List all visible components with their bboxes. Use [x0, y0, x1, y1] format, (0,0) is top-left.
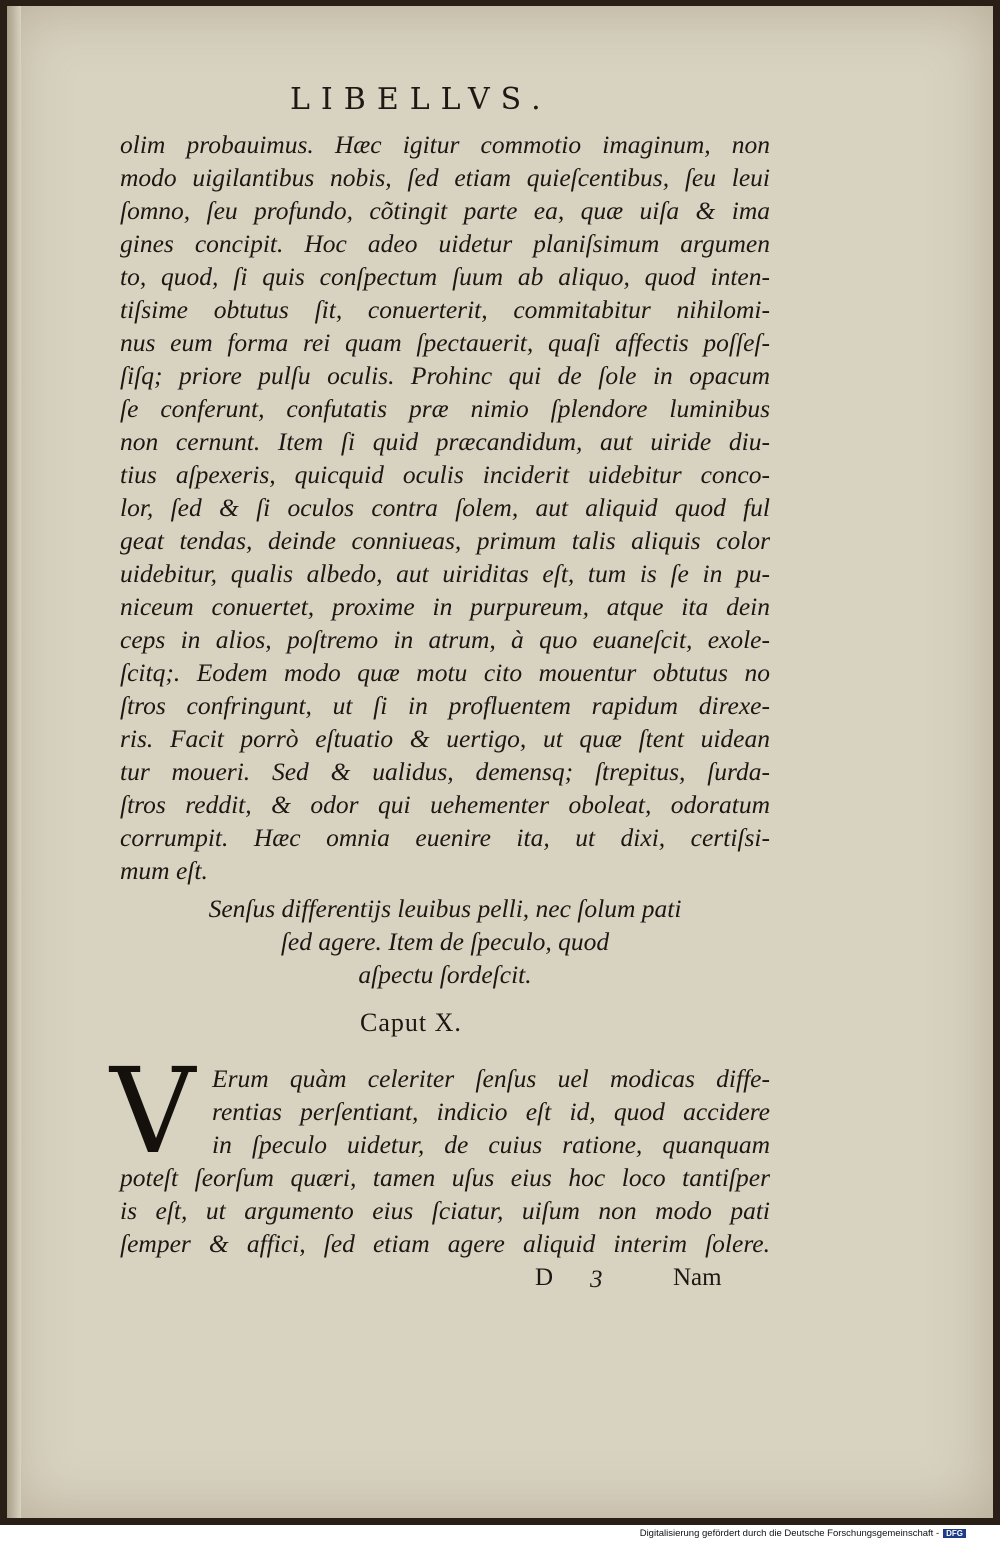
text-line: rentias perſentiant, indicio eſt id, quod accidere: [212, 1097, 770, 1126]
text-line: ſomno, ſeu profundo, cõtingit parte ea, quæ uiſa & ima: [120, 196, 770, 225]
paragraph: [120, 128, 770, 887]
text-line: ris. Facit porrò eſtuatio & uertigo, ut quæ ſtent uidean: [120, 724, 770, 753]
text-line: ſiſq; priore pulſu oculis. Prohinc qui de ſole in opacum: [120, 361, 770, 390]
summary-line: Senſus differentijs leuibus pelli, nec ſolum pati: [208, 894, 682, 923]
signature-mark: D: [535, 1264, 554, 1291]
text-line: in ſpeculo uidetur, de cuius ratione, quanquam: [212, 1130, 770, 1159]
chapter-summary: [120, 892, 770, 991]
chapter-title: Caput X.: [360, 1008, 462, 1037]
text-line: to, quod, ſi quis conſpectum ſuum ab aliquo, quod inten-: [120, 262, 770, 291]
text-line: Erum quàm celeriter ſenſus uel modicas diffe-: [212, 1064, 770, 1093]
text-line: non cernunt. Item ſi quid præcandidum, aut uiride diu-: [120, 427, 770, 456]
text-line: corrumpit. Hæc omnia euenire ita, ut dixi, certiſsi-: [120, 823, 770, 852]
text-line: gines concipit. Hoc adeo uidetur planiſsimum argumen: [120, 229, 770, 258]
catchword: Nam: [673, 1264, 722, 1291]
digitization-footer: [640, 1528, 966, 1539]
text-line: niceum conuertet, proxime in purpureum, atque ita dein: [120, 592, 770, 621]
page-gutter-shadow: [7, 6, 21, 1518]
text-line: is eſt, ut argumento eius ſciatur, uiſum non modo pati: [120, 1196, 770, 1225]
text-line: mum eſt.: [120, 856, 208, 885]
text-line: geat tendas, deinde conniueas, primum talis aliquis color: [120, 526, 770, 555]
text-line: tius aſpexeris, quicquid oculis inciderit uidebitur conco-: [120, 460, 770, 489]
text-line: ſe conferunt, confutatis præ nimio ſplendore luminibus: [120, 394, 770, 423]
text-line: tiſsime obtutus ſit, conuerterit, commitabitur nihilomi-: [120, 295, 770, 324]
text-line: poteſt ſeorſum quæri, tamen uſus eius hoc loco tantiſper: [120, 1163, 770, 1192]
text-line: ſtros confringunt, ut ſi in profluentem rapidum direxe-: [120, 691, 770, 720]
running-head: LIBELLVS.: [290, 82, 552, 117]
text-line: olim probauimus. Hæc igitur commotio imaginum, non: [120, 130, 770, 159]
text-line: ſcitq;. Eodem modo quæ motu cito mouentur obtutus no: [120, 658, 770, 687]
text-line: tur moueri. Sed & ualidus, demensq; ſtrepitus, ſurda-: [120, 757, 770, 786]
text-line: nus eum forma rei quam ſpectauerit, quaſi affectis poſſeſ-: [120, 328, 770, 357]
drop-initial: V: [110, 1042, 196, 1180]
text-line: ſemper & affici, ſed etiam agere aliquid interim ſolere.: [120, 1229, 770, 1258]
summary-line: aſpectu ſordeſcit.: [358, 960, 532, 989]
text-line: ceps in alios, poſtremo in atrum, à quo euaneſcit, exole-: [120, 625, 770, 654]
text-line: ſtros reddit, & odor qui uehementer oboleat, odoratum: [120, 790, 770, 819]
text-line: uidebitur, qualis albedo, aut uiriditas eſt, tum is ſe in pu-: [120, 559, 770, 588]
signature-number: 3: [590, 1266, 603, 1293]
text-line: modo uigilantibus nobis, ſed etiam quieſcentibus, ſeu leui: [120, 163, 770, 192]
dfg-logo: DFG: [943, 1529, 966, 1538]
summary-line: ſed agere. Item de ſpeculo, quod: [280, 927, 610, 956]
text-line: lor, ſed & ſi oculos contra ſolem, aut aliquid quod ful: [120, 493, 770, 522]
footer-text: Digitalisierung gefördert durch die Deutsche Forschungsgemeinschaft -: [639, 1528, 940, 1539]
chapter-paragraph: [120, 1062, 770, 1260]
